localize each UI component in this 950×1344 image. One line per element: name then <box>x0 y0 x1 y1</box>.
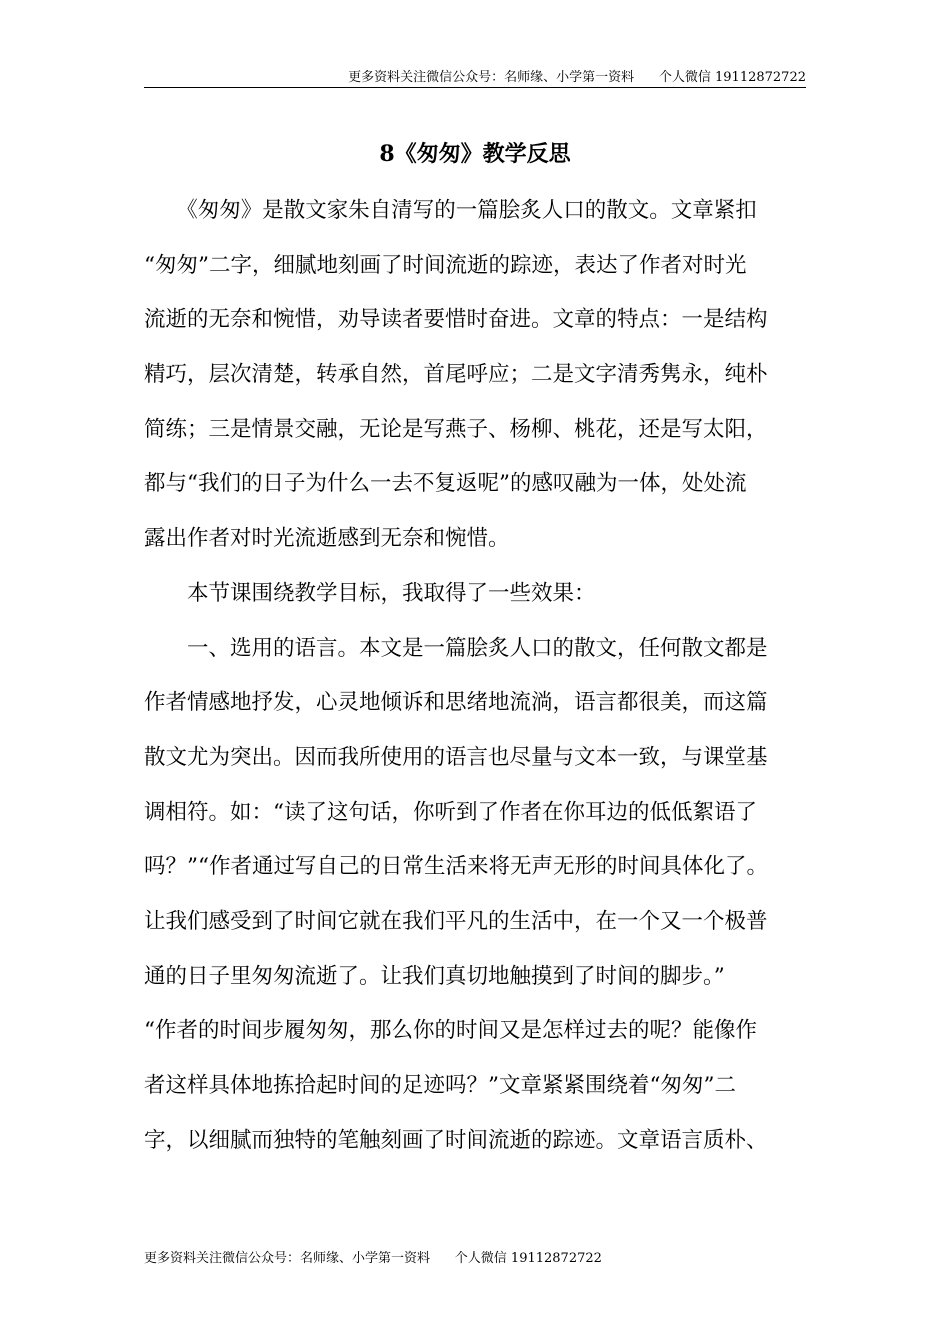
body-line: 本节课围绕教学目标，我取得了一些效果： <box>144 580 596 606</box>
document-body <box>144 184 814 1168</box>
body-line: 一、选用的语言。本文是一篇脍炙人口的散文，任何散文都是 <box>144 635 768 661</box>
body-line: 字，以细腻而独特的笔触刻画了时间流逝的踪迹。文章语言质朴、 <box>144 1127 768 1153</box>
body-line: “匆匆”二字，细腻地刻画了时间流逝的踪迹，表达了作者对时光 <box>144 252 747 278</box>
page-header: 更多资料关注微信公众号：名师缘、小学第一资料 个人微信 19112872722 <box>348 70 806 85</box>
body-line: 者这样具体地拣拾起时间的足迹吗？”文章紧紧围绕着“匆匆”二 <box>144 1073 736 1098</box>
body-line: 调相符。如：“读了这句话，你听到了作者在你耳边的低低絮语了 <box>144 799 757 825</box>
page-footer: 更多资料关注微信公众号：名师缘、小学第一资料 个人微信 19112872722 <box>144 1251 602 1266</box>
document-title: 8《匆匆》教学反思 <box>379 141 571 167</box>
body-line: 作者情感地抒发，心灵地倾诉和思绪地流淌，语言都很美，而这篇 <box>144 690 768 716</box>
body-line: 让我们感受到了时间它就在我们平凡的生活中，在一个又一个极普 <box>144 908 768 934</box>
body-line: 《匆匆》是散文家朱自清写的一篇脍炙人口的散文。文章紧扣 <box>144 198 757 223</box>
body-line: 精巧，层次清楚，转承自然，首尾呼应；二是文字清秀隽永，纯朴 <box>144 362 768 388</box>
header-divider <box>144 87 806 88</box>
body-line: 通的日子里匆匆流逝了。让我们真切地触摸到了时间的脚步。” <box>144 963 725 989</box>
body-line: 流逝的无奈和惋惜，劝导读者要惜时奋进。文章的特点：一是结构 <box>144 307 768 333</box>
body-line: 都与“我们的日子为什么一去不复返呢”的感叹融为一体，处处流 <box>144 471 747 497</box>
body-line: 吗？”“作者通过写自己的日常生活来将无声无形的时间具体化了。 <box>144 854 768 880</box>
body-line: 简练；三是情景交融，无论是写燕子、杨柳、桃花，还是写太阳， <box>144 416 768 442</box>
body-line: 散文尤为突出。因而我所使用的语言也尽量与文本一致，与课堂基 <box>144 744 768 770</box>
body-line: “作者的时间步履匆匆，那么你的时间又是怎样过去的呢？能像作 <box>144 1018 757 1044</box>
body-line: 露出作者对时光流逝感到无奈和惋惜。 <box>144 526 510 552</box>
